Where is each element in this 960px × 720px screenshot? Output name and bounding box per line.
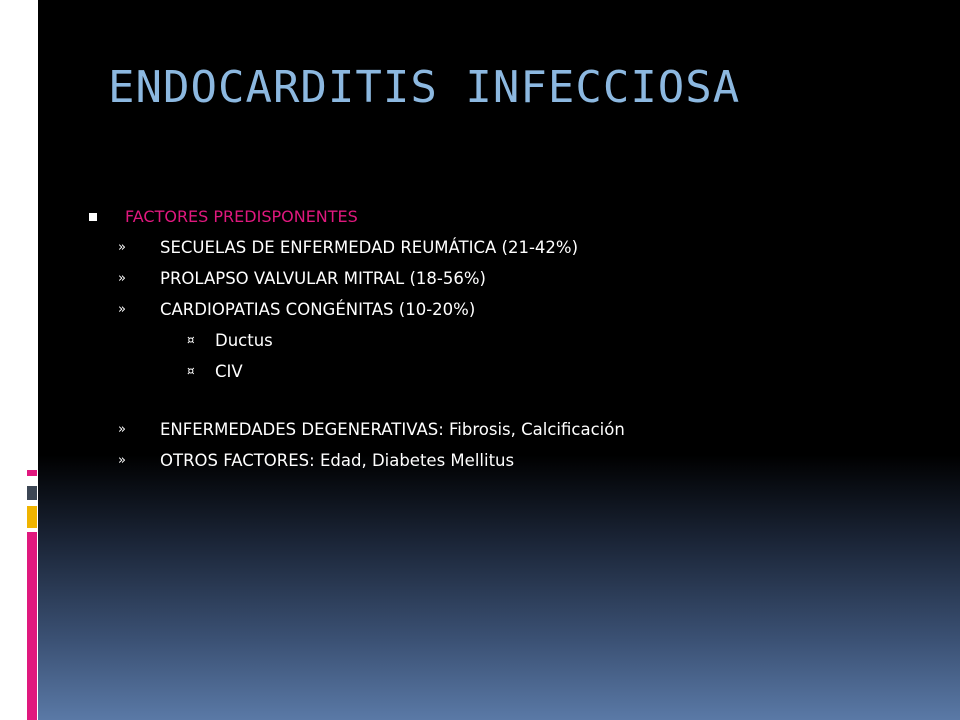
slide-title: ENDOCARDITIS INFECCIOSA bbox=[108, 62, 741, 113]
list-item-text: SECUELAS DE ENFERMEDAD REUMÁTICA (21-42%) bbox=[160, 238, 579, 257]
heading-text: FACTORES PREDISPONENTES bbox=[125, 207, 358, 226]
slide-content bbox=[88, 202, 928, 476]
list-item-text: ENFERMEDADES DEGENERATIVAS: Fibrosis, Calcificación bbox=[160, 420, 625, 439]
list-item bbox=[88, 294, 928, 325]
currency-bullet-icon: ¤ bbox=[187, 333, 195, 347]
double-chevron-bullet-icon: » bbox=[118, 302, 126, 317]
sidebar-pink-bar-small bbox=[27, 470, 37, 476]
sidebar-decoration bbox=[0, 0, 38, 720]
list-item-text: OTROS FACTORES: Edad, Diabetes Mellitus bbox=[160, 451, 515, 470]
currency-bullet-icon: ¤ bbox=[187, 364, 195, 378]
list-item-text: CARDIOPATIAS CONGÉNITAS (10-20%) bbox=[160, 300, 476, 319]
double-chevron-bullet-icon: » bbox=[118, 453, 126, 468]
bullet-heading bbox=[88, 202, 928, 232]
sidebar-gray-bar bbox=[27, 486, 37, 500]
list-item bbox=[88, 263, 928, 294]
double-chevron-bullet-icon: » bbox=[118, 240, 126, 255]
list-item bbox=[88, 445, 928, 476]
sub-list-item-text: CIV bbox=[215, 362, 243, 381]
double-chevron-bullet-icon: » bbox=[118, 271, 126, 286]
double-chevron-bullet-icon: » bbox=[118, 422, 126, 437]
list-item bbox=[88, 232, 928, 263]
sub-list-item bbox=[88, 325, 928, 356]
sidebar-yellow-bar bbox=[27, 506, 37, 528]
list-item bbox=[88, 414, 928, 445]
sub-list-item bbox=[88, 356, 928, 387]
list-item-text: PROLAPSO VALVULAR MITRAL (18-56%) bbox=[160, 269, 486, 288]
square-bullet-icon bbox=[89, 213, 97, 221]
sidebar-pink-bar-long bbox=[27, 532, 37, 720]
sub-list-item-text: Ductus bbox=[215, 331, 273, 350]
spacer bbox=[88, 387, 928, 414]
